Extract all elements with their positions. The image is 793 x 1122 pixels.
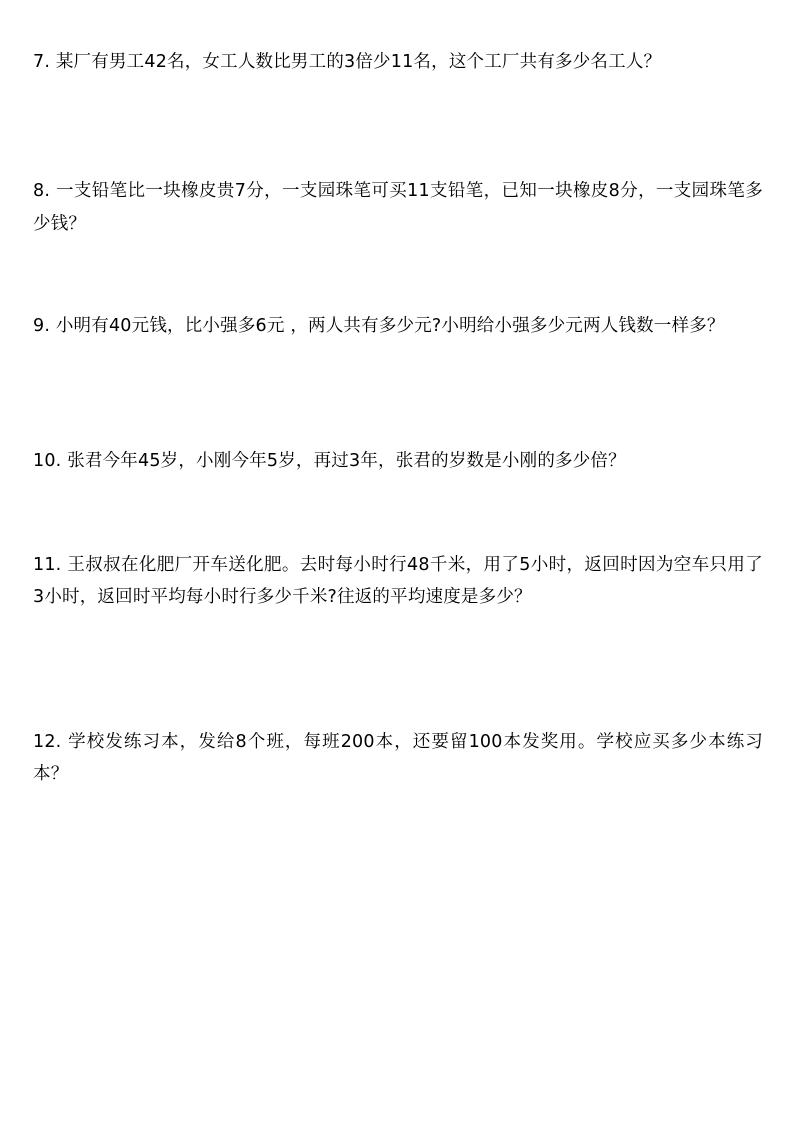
problem-item (33, 46, 763, 78)
problem-item (33, 445, 763, 477)
answer-space (33, 477, 763, 549)
problem-text: 10. 张君今年45岁，小刚今年5岁，再过3年，张君的岁数是小刚的多少倍？ (33, 450, 626, 471)
problem-item (33, 310, 763, 342)
answer-space (33, 614, 763, 726)
problem-text: 9. 小明有40元钱，比小强多6元 ，两人共有多少元?小明给小强多少元两人钱数一样多？ (33, 316, 725, 337)
problem-item (33, 175, 763, 240)
answer-space (33, 240, 763, 310)
problem-text: 12. 学校发练习本，发给8个班，每班200本，还要留100本发奖用。学校应买多少本练习本？ (33, 731, 763, 784)
problem-item (33, 726, 763, 791)
problem-text: 7. 某厂有男工42名，女工人数比男工的3倍少11名，这个工厂共有多少名工人？ (33, 52, 662, 72)
problem-item (33, 549, 763, 614)
answer-space (33, 343, 763, 445)
problem-text: 8. 一支铅笔比一块橡皮贵7分，一支园珠笔可买11支铅笔，已知一块橡皮8分，一支园珠笔多少钱？ (33, 181, 763, 234)
problem-text: 11. 王叔叔在化肥厂开车送化肥。去时每小时行48千米，用了5小时，返回时因为空车只用了3小时，返回时平均每小时行多少千米?往返的平均速度是多少？ (33, 554, 763, 608)
answer-space (33, 78, 763, 175)
